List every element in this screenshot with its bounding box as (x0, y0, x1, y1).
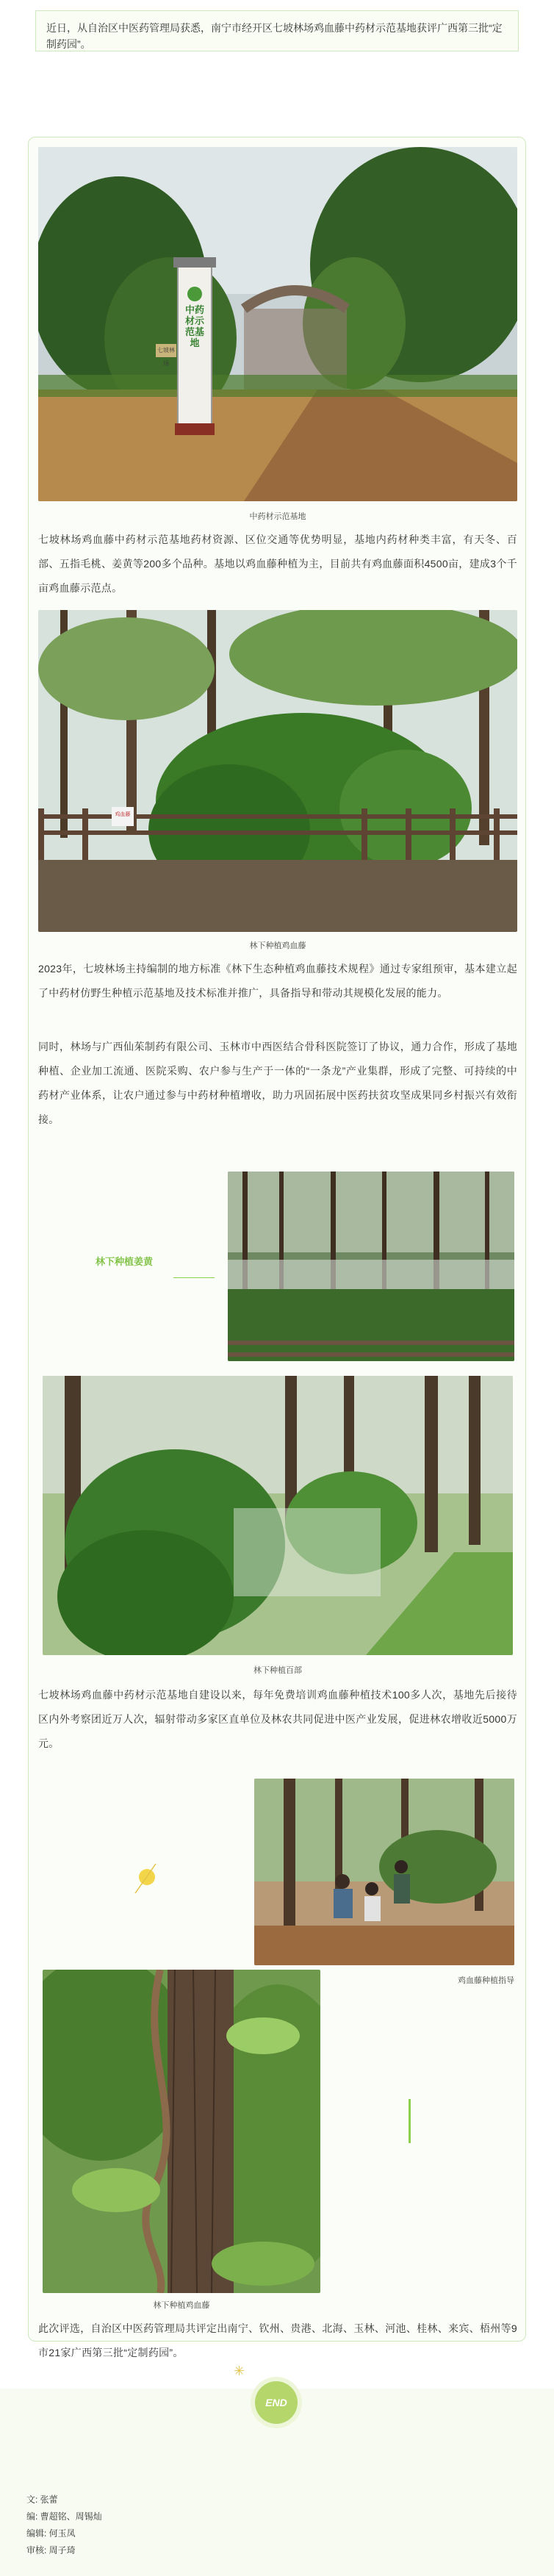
sign-text: 中药材示范基地 (184, 304, 204, 348)
credits (26, 2491, 102, 2559)
guide-photo (254, 1779, 514, 1965)
paragraph-2: 2023年，七坡林场主持编制的地方标准《林下生态种植鸡血藤技术规程》通过专家组预审，基本建立起了中药材仿野生种植示范基地及技术标准并推广，具备指导和带动其规模化发展的能力。 (38, 963, 517, 999)
base-photo (38, 147, 517, 501)
forest-photo (38, 610, 517, 932)
vine-photo-caption: 林下种植鸡血藤 (153, 2301, 210, 2310)
guide-photo-caption: 鸡血藤种植指导 (458, 1976, 514, 1985)
sign-subtext: 七坡林场 (156, 344, 176, 357)
editors-credit: 编: 曹超铭、周锡灿 (26, 2511, 102, 2522)
ginger-connector-line (173, 1277, 215, 1278)
paragraph-4: 七坡林场鸡血藤中药材示范基地自建设以来，每年免费培训鸡血藤种植技术100多人次，基地先后接待区内外考察团近万人次，辐射带动多家区直单位及林农共同促进中医产业发展，促进林农增收近5000万元。 (38, 1689, 517, 1749)
vine-photo (43, 1970, 320, 2293)
base-photo-caption: 中药材示范基地 (249, 512, 306, 521)
intro-box (35, 10, 519, 51)
vine-connector-line (409, 2099, 411, 2143)
intro-text: 近日，从自治区中医药管理局获悉，南宁市经开区七坡林场鸡血藤中药材示范基地获评广西第三批“定制药园”。 (46, 22, 503, 50)
forest-signboard: 鸡血藤 (115, 812, 131, 817)
baibu-photo-caption: 林下种植百部 (253, 1666, 302, 1675)
end-badge: END (255, 2381, 298, 2424)
forest-photo-caption: 林下种植鸡血藤 (249, 941, 306, 950)
baibu-photo (43, 1376, 513, 1655)
paragraph-1: 七坡林场鸡血藤中药材示范基地药材资源、区位交通等优势明显，基地内药材种类丰富，有天冬、百部、五指毛桃、姜黄等200多个品种。基地以鸡血藤种植为主，目前共有鸡血藤面积4500亩，建成3个千亩鸡血藤示范点。 (38, 534, 517, 594)
paragraph-3: 同时，林场与广西仙茱制药有限公司、玉林市中西医结合骨科医院签订了协议，通力合作，形成了基地种植、企业加工流通、医院采购、农户参与生产于一体的“一条龙”产业集群，形成了完整、可持续的中药材产业体系，让农户通过参与中药材种植增收，助力巩固拓展中医药扶贫攻坚成果同乡村振兴有效衔接。 (38, 1041, 517, 1125)
lemon-decoration-icon (131, 1864, 160, 1893)
author-credit: 文: 张蕾 (26, 2494, 58, 2505)
paragraph-5: 此次评选，自治区中医药管理局共评定出南宁、钦州、贵港、北海、玉林、河池、桂林、来宾、梧州等9市21家广西第三批“定制药园”。 (38, 2322, 517, 2358)
reviewer-credit: 审核: 周子琦 (26, 2545, 76, 2555)
sparkle-icon: ✳ (234, 2364, 245, 2378)
editor-credit: 编辑: 何玉凤 (26, 2528, 76, 2539)
ginger-label: 林下种植姜黄 (96, 1256, 154, 1267)
ginger-photo (228, 1172, 514, 1361)
